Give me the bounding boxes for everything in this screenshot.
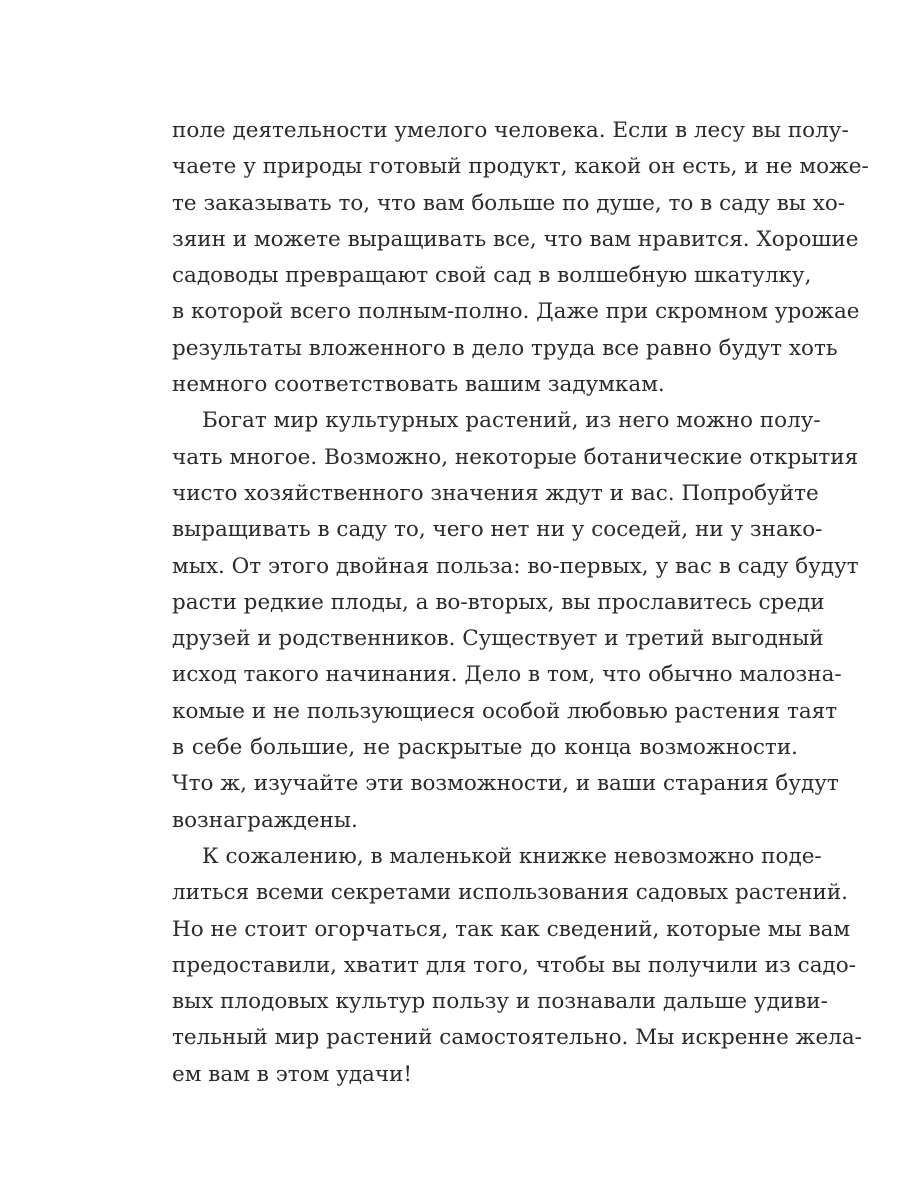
body-text	[172, 113, 869, 1093]
text-line: результаты вложенного в дело труда все равно будут хоть	[172, 335, 838, 361]
text-line: друзей и родственников. Существует и третий выгодный	[172, 626, 824, 652]
text-line: садоводы превращают свой сад в волшебную шкатулку,	[172, 263, 812, 289]
text-line: комые и не пользующиеся особой любовью растения таят	[172, 698, 838, 724]
text-line: немного соответствовать вашим задумкам.	[172, 372, 665, 398]
text-line: выращивать в саду то, чего нет ни у соседей, ни у знако-	[172, 517, 823, 543]
text-line: предоставили, хватит для того, чтобы вы получили из садо-	[172, 952, 856, 978]
text-line: литься всеми секретами использования садовых растений.	[172, 880, 849, 906]
text-line: Но не стоит огорчаться, так как сведений, которые мы вам	[172, 916, 851, 942]
text-line: мых. От этого двойная польза: во-первых, у вас в саду будут	[172, 553, 859, 579]
text-line: поле деятельности умелого человека. Если в лесу вы полу-	[172, 118, 849, 143]
text-line: тельный мир растений самостоятельно. Мы искренне жела-	[172, 1025, 862, 1051]
text-line: чаете у природы готовый продукт, какой он есть, и не може-	[172, 154, 869, 180]
text-line: чисто хозяйственного значения ждут и вас. Попробуйте	[172, 480, 819, 506]
text-line: ем вам в этом удачи!	[172, 1061, 413, 1087]
text-line: К сожалению, в маленькой книжке невозможно поде-	[202, 843, 822, 869]
text-line: зяин и можете выращивать все, что вам нравится. Хорошие	[172, 226, 859, 252]
text-line: в которой всего полным-полно. Даже при скромном урожае	[172, 299, 860, 325]
text-line: вознаграждены.	[172, 807, 358, 833]
text-line: в себе большие, не раскрытые до конца возможности.	[172, 735, 798, 761]
text-line: Что ж, изучайте эти возможности, и ваши старания будут	[172, 771, 839, 797]
text-line: вых плодовых культур пользу и познавали дальше удиви-	[172, 989, 828, 1015]
text-line: исход такого начинания. Дело в том, что обычно малозна-	[172, 662, 842, 688]
text-line: Богат мир культурных растений, из него можно полу-	[202, 408, 821, 434]
text-line: чать многое. Возможно, некоторые ботанические открытия	[172, 444, 859, 470]
text-line: те заказывать то, что вам больше по душе, то в саду вы хо-	[172, 190, 846, 216]
text-line: расти редкие плоды, а во-вторых, вы прославитесь среди	[172, 589, 825, 615]
